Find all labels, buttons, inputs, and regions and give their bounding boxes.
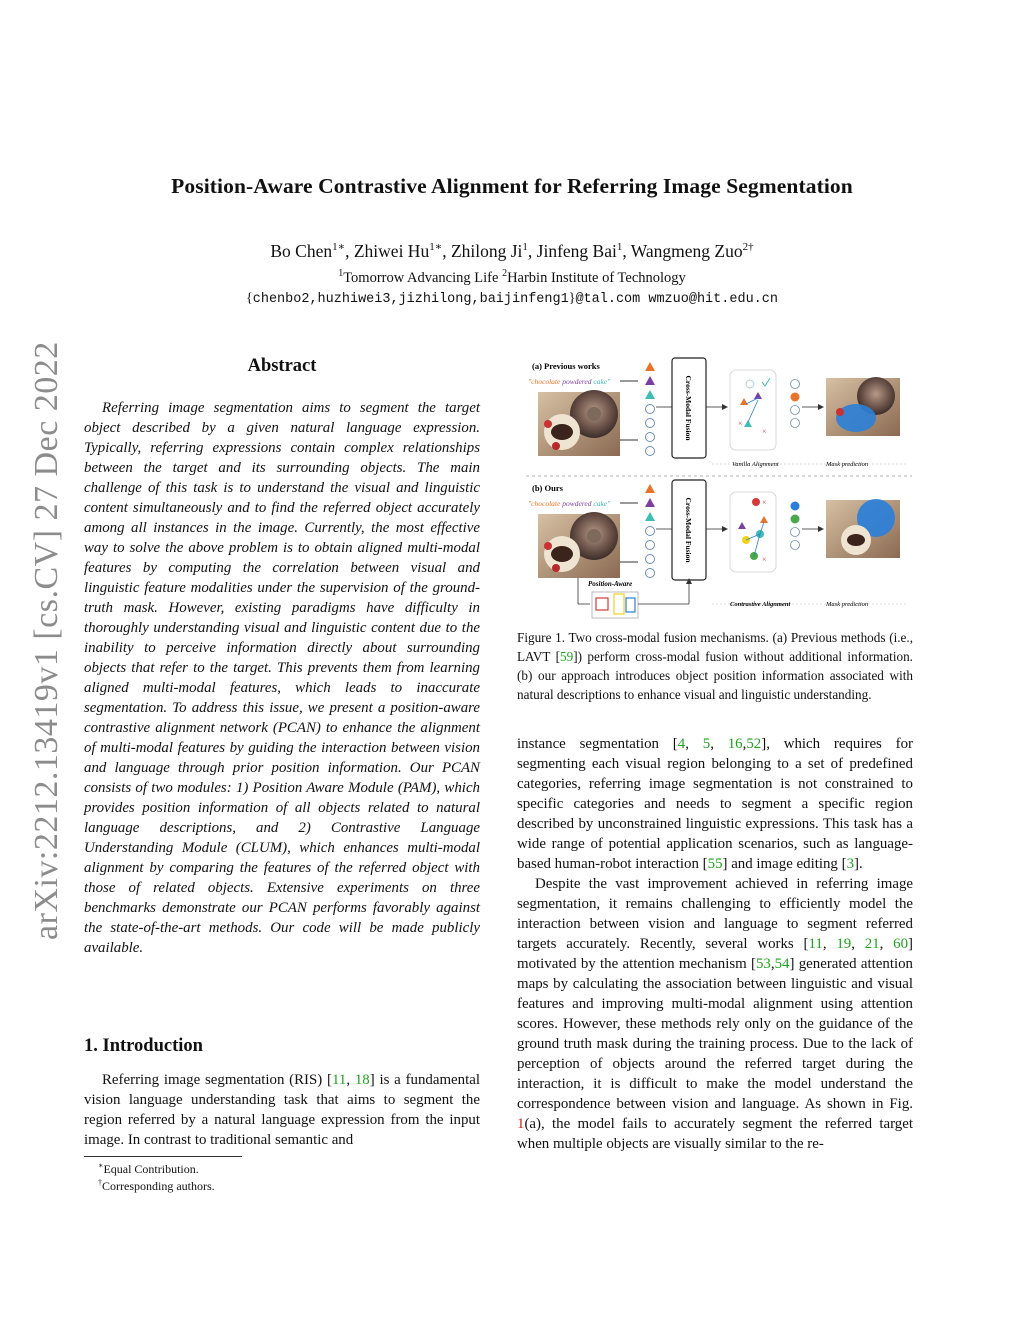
citation-link[interactable]: 60 [893,936,909,952]
matched-blue [791,502,800,511]
affil-name: Harbin Institute of Technology [507,269,686,286]
body-text: ] generated attention maps by calculating the association between linguistic and visual features and improving multi-modal alignment using attention scores. However, these methods rely only on the guidance of the ground truth mask during the training process. Due to the lack of perception of objects around the referred target during the interaction, it is difficult to make the model understand the correspondence between vision and language. As shown in Fig. [517,956,913,1112]
phrase-b: "chocolate powdered cake" [528,499,611,508]
fusion-label-b: Cross-Modal Fusion [684,497,693,563]
abstract-text: Referring image segmentation aims to segment the target object described by a given natural language expression. Typically, referring expressions contain complex relationships between the target and its surrounding objects. The main challenge of this task is to understand the visual and linguistic content simultaneously and to find the referred object accurately among all instances in the image. Currently, the most effective way to solve the above problem is to obtain aligned multi-modal features by computing the correlation between visual and linguistic feature modalities under the supervision of the ground-truth mask. However, existing paradigms have difficulty in thoroughly understanding visual and linguistic content due to the inability to perceive information directly about surrounding objects that refer to the target. This prevents them from learning aligned multi-modal features, which leads to inaccurate segmentation. To address this issue, we present a position-aware contrastive alignment network (PCAN) to enhance the alignment of multi-modal features by guiding the interaction between vision and language through prior position information. Our PCAN consists of two modules: 1) Position Aware Module (PAM), which provides position information of all objects related to natural language descriptions, and 2) Contrastive Language Understanding Module (CLUM), which enhances multi-modal alignment by comparing the features of the referred object with those of related objects. Extensive experiments on three benchmarks demonstrate our PCAN performs favorably against the state-of-the-art methods. Our code will be made publicly available. [84,400,480,956]
intro-paragraph [84,1070,480,1150]
paper-title: Position-Aware Contrastive Alignment for Referring Image Segmentation [171,174,853,198]
citation-link[interactable]: 55 [707,856,723,872]
author-name: Bo Chen [270,240,333,261]
citation-link[interactable]: 16 [727,736,743,752]
email-domain: @tal.com [575,292,641,307]
caption-text: Figure 1. Two cross-modal fusion mechanisms. (a) Previous methods (i.e., LAVT [ [517,630,913,664]
email-second: wmzuo@hit.edu.cn [640,292,778,307]
author-list [0,240,1024,262]
figure-1-caption [517,628,913,704]
figure-reference-link[interactable]: 1 [517,1116,525,1132]
panel-b-label: (b) Ours [532,483,563,493]
citation-link[interactable]: 11 [808,936,823,952]
author-mark: 1∗ [332,241,346,253]
citation-link[interactable]: 21 [864,936,880,952]
author-name: , Jinfeng Bai [527,240,617,261]
author-mark: 2† [742,241,754,253]
author-mark: 1 [522,241,528,253]
citation-link[interactable]: 4 [677,736,686,752]
body-text: ]. [854,856,863,872]
email-brace: { [246,291,253,306]
contrastive-alignment-label: Contrastive Alignment [730,601,791,608]
footnote-text: Equal Contribution. [103,1162,199,1176]
abstract-heading: Abstract [247,356,317,376]
paragraph: instance segmentation [4, 5, 16,52], which requires for segmenting each visual region belonging to a set of predefined categories, referring image segmentation is not constrained to specific categories and needs to segment a specific region described by unconstrained linguistic expressions. This task has a wide range of potential application scenarios, such as language-based human-robot interaction [55] and image editing [3]. [517,736,914,872]
email-names: chenbo2,huzhiwei3,jizhilong,baijinfeng1 [252,292,569,307]
phrase-word-cake: cake [593,499,608,508]
caption-text: ]) perform cross-modal fusion without additional information. (b) our approach introduces object position information associated with natural descriptions to enhance visual and linguistic understanding. [517,649,913,702]
body-text: ] motivated by the attention mechanism [ [517,936,913,972]
section-heading-introduction: 1. Introduction [84,1036,203,1056]
citation-link[interactable]: 59 [560,649,574,664]
mask-prediction-label-b: Mask prediction [826,601,869,608]
citation-link[interactable]: 5 [702,736,711,752]
phrase-word-cake: cake [593,377,608,386]
author-name: , Wangmeng Zuo [622,240,743,261]
phrase-word-chocolate: chocolate [531,499,561,508]
svg-text:×: × [738,419,743,428]
mask-prediction-label-a: Mask prediction [826,461,869,468]
token-triangle-orange [645,362,655,371]
footnote-mark: ∗ [98,1161,104,1170]
paragraph: Despite the vast improvement achieved in referring image segmentation, it remains challenging to efficiently model the interaction between vision and language to segment referred targets accurately. Recently, several works [11, 19, 21, 60] motivated by the attention mechanism [53,54] generated attention maps by calculating the association between linguistic and visual features and improving multi-modal alignment using attention scores. However, these methods rely only on the guidance of the ground truth mask during the training process. Due to the lack of perception of objects around the referred target during the interaction, it is difficult to make the model understand the correspondence between vision and language. As shown in Fig. 1(a), the model fails to accurately segment the referred target when multiple objects are visually similar to the re- [517,876,913,1152]
citation-link[interactable]: 3 [846,856,855,872]
svg-text:×: × [762,498,767,507]
svg-text:×: × [762,427,767,436]
footnote-corresponding [98,1178,215,1194]
body-text: (a), the model fails to accurately segment the referred target when multiple objects are visually similar to the re- [517,1116,913,1152]
body-text: ], which requires for segmenting each visual region belonging to a set of predefined categories, referring image segmentation is not constrained to specific categories and needs to segment a specific region described by unconstrained linguistic expressions. This task has a wide range of potential application scenarios, such as language-based human-robot interaction [ [517,736,914,872]
affil-name: Tomorrow Advancing Life [343,269,503,286]
footnote-mark: † [98,1178,102,1187]
citation-link[interactable]: 18 [354,1072,370,1088]
panel-a-label: (a) Previous works [532,361,600,371]
token-triangle-teal [645,390,655,399]
affil-mark: 2 [502,268,508,279]
intro-text: , [346,1072,355,1088]
citation-link[interactable]: 11 [332,1072,347,1088]
citation-link[interactable]: 52 [746,736,762,752]
figure-1 [522,352,916,620]
email-brace: } [568,291,576,306]
svg-text:×: × [762,555,767,564]
right-column-body [517,734,913,1154]
author-emails [0,291,1024,307]
figure-1-diagram [522,352,916,620]
phrase-word-powdered: powdered [562,499,592,508]
phrase-word-chocolate: chocolate [531,377,561,386]
fusion-label-a: Cross-Modal Fusion [684,375,693,441]
affil-mark: 1 [338,268,344,279]
footnote-equal [98,1161,199,1177]
position-aware-label: Position-Aware [588,580,633,588]
intro-text: ] is a fundamental vision language understanding task that aims to segment the region referred by a natural language expression from the input image. In contrast to traditional semantic and [84,1072,480,1148]
matched-orange [791,393,800,402]
author-name: , Zhiwei Hu [345,240,430,261]
body-text: Despite the vast improvement achieved in referring image segmentation, it remains challenging to efficiently model the interaction between vision and language to segment referred targets accurately. Recently, several works [ [517,876,913,952]
intro-text: Referring image segmentation (RIS) [ [102,1072,332,1088]
token-triangle-purple [645,376,655,385]
phrase-word-powdered: powdered [562,377,592,386]
body-text: instance segmentation [ [517,736,678,752]
citation-link[interactable]: 53 [755,956,771,972]
affiliations [0,268,1024,287]
arxiv-stamp: arXiv:2212.13419v1 [cs.CV] 27 Dec 2022 [28,341,65,940]
citation-link[interactable]: 54 [774,956,790,972]
phrase-a: "chocolate powdered cake" [528,377,611,386]
author-mark: 1 [616,241,623,253]
author-name: , Zhilong Ji [442,240,523,261]
footnote-text: Corresponding authors. [102,1179,215,1193]
author-mark: 1∗ [429,241,443,253]
footnote-rule [84,1156,242,1157]
body-text: ] and image editing [ [722,856,847,872]
vanilla-alignment-label: Vanilla Alignment [732,461,779,468]
citation-link[interactable]: 19 [836,936,852,952]
